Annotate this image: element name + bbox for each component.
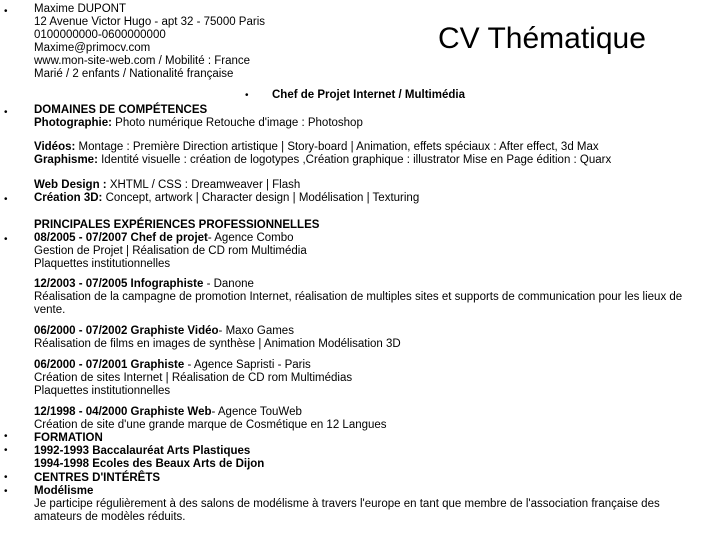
bullet: •	[4, 445, 8, 456]
competence-graphisme: Graphisme: Identité visuelle : création de logotypes ,Création graphique : illustrator Mise en Page édition : Quarx	[34, 154, 612, 166]
experience-detail: Plaquettes institutionnelles	[34, 385, 171, 397]
interets-label: Modélisme	[34, 485, 94, 497]
competences-video-graph	[34, 141, 714, 167]
experience-title: 06/2000 - 07/2001 Graphiste - Agence Sapristi - Paris	[34, 359, 311, 371]
page-title: CV Thématique	[438, 22, 646, 55]
bullet: •	[4, 194, 8, 205]
contact-web: www.mon-site-web.com / Mobilité : France	[34, 55, 251, 67]
competences-section	[34, 104, 714, 130]
bullet: •	[4, 6, 8, 17]
experience-detail: Plaquettes institutionnelles	[34, 258, 171, 270]
objective: Chef de Projet Internet / Multimédia	[272, 89, 465, 101]
contact-email: Maxime@primocv.com	[34, 42, 151, 54]
competence-web: Web Design : XHTML / CSS : Dreamweaver | Flash	[34, 179, 301, 191]
formation-heading: FORMATION	[34, 432, 103, 444]
experience-title: 12/1998 - 04/2000 Graphiste Web- Agence TouWeb	[34, 406, 302, 418]
experience-detail: Réalisation de films en images de synthèse | Animation Modélisation 3D	[34, 338, 401, 350]
bullet: •	[245, 90, 249, 101]
contact-phones: 0100000000-0600000000	[34, 29, 166, 41]
experience-item	[34, 325, 714, 351]
bullet: •	[4, 431, 8, 442]
experience-detail: Création de sites Internet | Réalisation de CD rom Multimédias	[34, 372, 353, 384]
experience-item	[34, 406, 714, 432]
contact-address: 12 Avenue Victor Hugo - apt 32 - 75000 Paris	[34, 16, 266, 28]
formation-item: 1994-1998 Ecoles des Beaux Arts de Dijon	[34, 458, 265, 470]
experience-title: 06/2000 - 07/2002 Graphiste Vidéo- Maxo Games	[34, 325, 294, 337]
contact-status: Marié / 2 enfants / Nationalité française	[34, 68, 234, 80]
competences-heading: DOMAINES DE COMPÉTENCES	[34, 104, 208, 116]
experience-detail: Création de site d'une grande marque de Cosmétique en 12 Langues	[34, 419, 387, 431]
formation-item: 1992-1993 Baccalauréat Arts Plastiques	[34, 445, 251, 457]
experience-detail: Réalisation de la campagne de promotion Internet, réalisation de multiples sites et supports de communication pour les lieux de vente.	[34, 291, 683, 316]
interets-heading: CENTRES D'INTÉRÊTS	[34, 472, 161, 484]
bullet: •	[4, 472, 8, 483]
bullet: •	[4, 107, 8, 118]
competence-photo: Photographie: Photo numérique Retouche d'image : Photoshop	[34, 117, 363, 129]
contact-name: Maxime DUPONT	[34, 3, 127, 15]
competences-web-3d	[34, 179, 714, 205]
contact-block	[34, 3, 334, 81]
experience-title: 12/2003 - 07/2005 Infographiste - Danone	[34, 278, 254, 290]
bullet: •	[4, 234, 8, 245]
experience-title: 08/2005 - 07/2007 Chef de projet- Agence Combo	[34, 232, 294, 244]
interets-section	[34, 472, 714, 524]
experience-detail: Gestion de Projet | Réalisation de CD rom Multimédia	[34, 245, 307, 257]
experience-item	[34, 278, 714, 317]
bullet: •	[4, 486, 8, 497]
interets-text: Je participe régulièrement à des salons de modélisme à travers l'europe en tant que membre de l'association française des amateurs de modèles réduits.	[34, 498, 660, 523]
experience-item	[34, 359, 714, 398]
competence-3d: Création 3D: Concept, artwork | Character design | Modélisation | Texturing	[34, 192, 420, 204]
competence-video: Vidéos: Montage : Première Direction artistique | Story-board | Animation, effets spéciaux : After effect, 3d Max	[34, 141, 599, 153]
experiences-section	[34, 219, 714, 271]
experiences-heading: PRINCIPALES EXPÉRIENCES PROFESSIONNELLES	[34, 219, 320, 231]
formation-section	[34, 432, 714, 471]
